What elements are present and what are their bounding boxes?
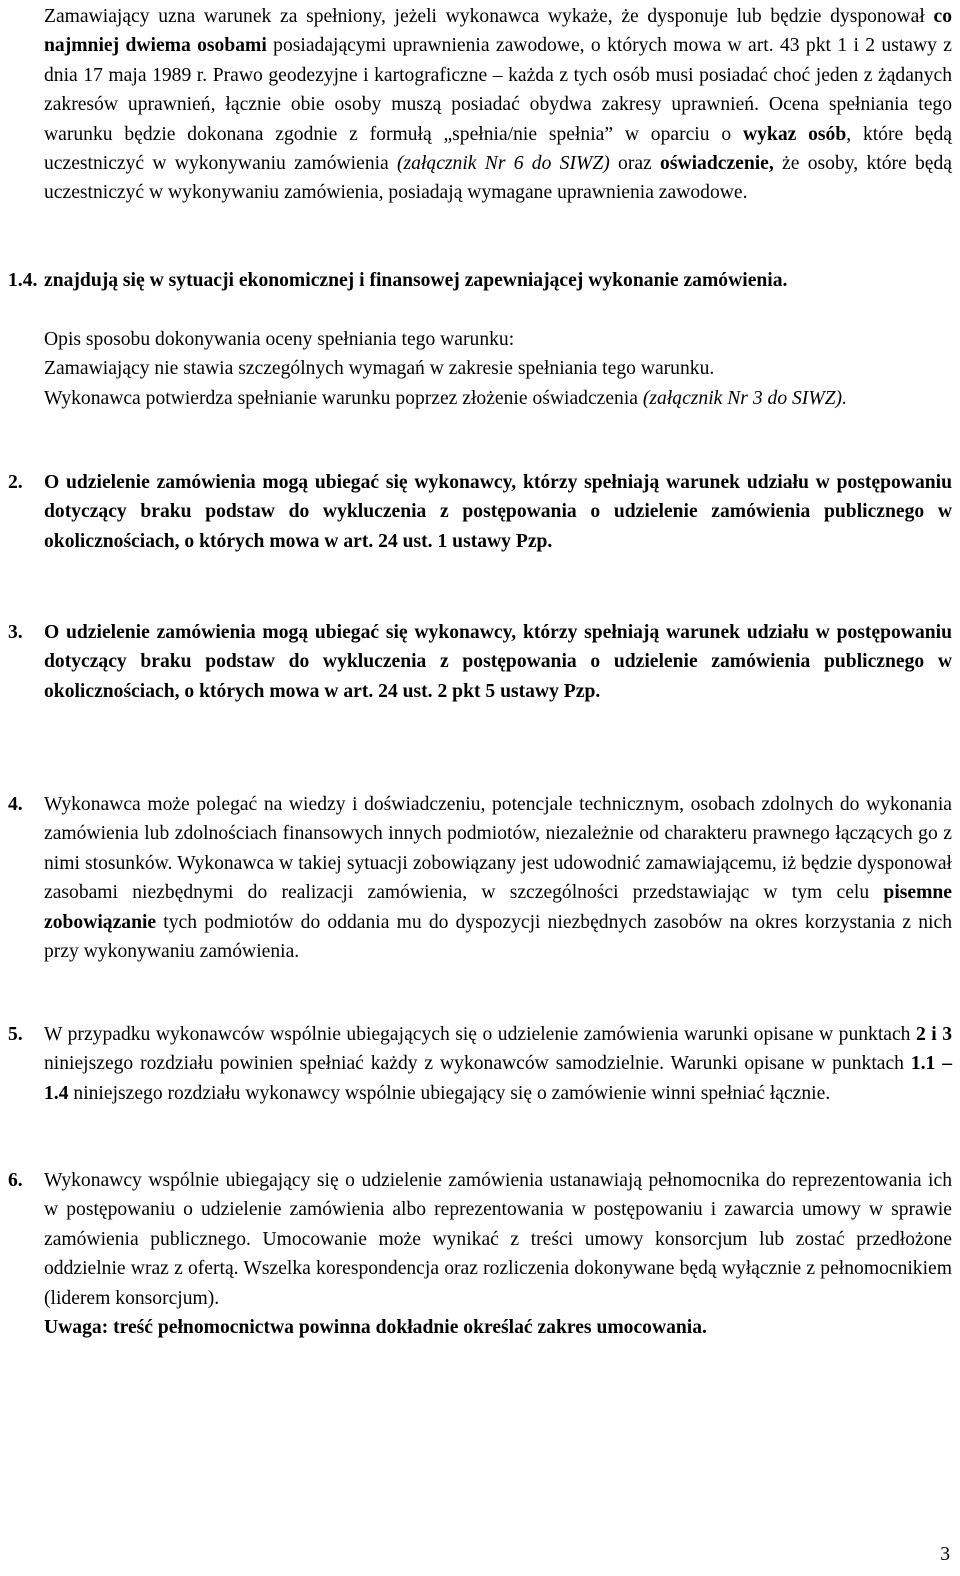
text-run-bold: co najmniej dwiema osobami (44, 6, 952, 57)
list-item-text: O udzielenie zamówienia mogą ubiegać się wykonawcy, którzy spełniają warunek udziału w postępowaniu dotyczący braku podstaw do wykluczenia z postępowania o udzielenie zamówienia publicznego w okolicznościach, o których mowa w art. 24 ust. 1 ustawy Pzp. (44, 472, 952, 552)
text-run: Wykonawca potwierdza spełnianie warunku poprzez złożenie oświadczenia (44, 387, 643, 409)
text-run: niniejszego rozdziału powinien spełniać każdy z wykonawców samodzielnie. Warunki opisane w punktach (44, 1053, 911, 1075)
text-run: Zamawiający uzna warunek za spełniony, jeżeli wykonawca wykaże, że dysponuje lub będzie dysponował (44, 6, 934, 27)
text-run-italic: (załącznik Nr 6 do SIWZ) (397, 153, 610, 175)
page-number: 3 (940, 1544, 950, 1565)
text-run-bold: 1.1 – 1.4 (44, 1053, 952, 1104)
list-item-3 (8, 618, 952, 706)
text-run: W przypadku wykonawców wspólnie ubiegających się o udzielenie zamówienia warunki opisane w punktach (44, 1024, 916, 1045)
text-run: , które będą uczestniczyć w wykonywaniu zamówienia (44, 123, 952, 175)
text-run: że osoby, które będą uczestniczyć w wykonywaniu zamówienia, posiadają wymagane uprawnienia zawodowe. (44, 153, 952, 204)
list-item-text (44, 1020, 952, 1108)
section-heading-text: znajdują się w sytuacji ekonomicznej i finansowej zapewniającej wykonanie zamówienia. (44, 270, 788, 291)
list-item-text (44, 790, 952, 966)
section-1-4-body (44, 325, 952, 413)
text-run-bold: wykaz osób (742, 123, 847, 145)
list-item-number: 4. (8, 794, 23, 815)
list-item-number: 6. (8, 1170, 23, 1191)
paragraph-text (44, 384, 924, 413)
text-run-bold: oświadczenie, (660, 153, 774, 175)
text-run-italic: (załącznik Nr 3 do SIWZ). (642, 387, 847, 409)
text-run: posiadającymi uprawnienia zawodowe, o których mowa w art. 43 pkt 1 i 2 ustawy z dnia 17 maja 1989 r. Prawo geodezyjne i kartograficzne – każda z tych osób musi posiadać choć jeden z żądanych zakresów uprawnień, łącznie obie osoby muszą posiadać obydwa zakresy uprawnień. Ocena spełniania tego warunku będzie dokonana zgodnie z formułą „spełnia/nie spełnia” w oparciu o (44, 35, 952, 145)
list-item-6 (8, 1166, 952, 1342)
list-item-number: 3. (8, 622, 23, 643)
text-run: niniejszego rozdziału wykonawcy wspólnie ubiegający się o zamówienie winni spełniać łącznie. (68, 1082, 831, 1104)
list-item-4 (8, 790, 952, 966)
paragraph-qualifications (44, 2, 952, 208)
text-run: Wykonawca może polegać na wiedzy i doświadczeniu, potencjale technicznym, osobach zdolnych do wykonania zamówienia lub zdolnościach finansowych innych podmiotów, niezależnie od charakteru prawnego łączących go z nimi stosunków. Wykonawca w takiej sytuacji zobowiązany jest udowodnić zamawiającemu, iż będzie dysponował zasobami niezbędnymi do realizacji zamówienia, w szczególności przedstawiając w tym celu (44, 794, 952, 904)
note-text: Uwaga: treść pełnomocnictwa powinna dokładnie określać zakres umocowania. (44, 1317, 707, 1339)
text-run: oraz (609, 153, 661, 175)
list-item-5 (8, 1020, 952, 1108)
text-run-bold: pisemne zobowiązanie (44, 882, 952, 933)
paragraph-text (44, 2, 952, 208)
section-heading-1-4 (8, 266, 952, 295)
paragraph-text: Opis sposobu dokonywania oceny spełniania tego warunku: (44, 329, 515, 350)
list-item-text: O udzielenie zamówienia mogą ubiegać się wykonawcy, którzy spełniają warunek udziału w postępowaniu dotyczący braku podstaw do wykluczenia z postępowania o udzielenie zamówienia publicznego w okolicznościach, o których mowa w art. 24 ust. 2 pkt 5 ustawy Pzp. (44, 622, 952, 702)
text-run-bold: 2 i 3 (915, 1024, 952, 1045)
list-item-number: 5. (8, 1024, 23, 1045)
list-item-number: 2. (8, 472, 23, 493)
section-number: 1.4. (8, 270, 38, 291)
text-run: tych podmiotów do oddania mu do dyspozycji niezbędnych zasobów na okres korzystania z nich przy wykonywaniu zamówienia. (44, 911, 952, 963)
paragraph-text: Zamawiający nie stawia szczególnych wymagań w zakresie spełniania tego warunku. (44, 358, 715, 380)
list-item-2 (8, 468, 952, 556)
list-item-text: Wykonawcy wspólnie ubiegający się o udzielenie zamówienia ustanawiają pełnomocnika do reprezentowania ich w postępowaniu o udzielenie zamówienia albo reprezentowania w postępowaniu i zawarcia umowy w sprawie zamówienia publicznego. Umocowanie może wynikać z treści umowy konsorcjum lub zostać przedłożone oddzielnie wraz z ofertą. Wszelka korespondencja oraz rozliczenia dokonywane będą wyłącznie z pełnomocnikiem (liderem konsorcjum). (44, 1170, 952, 1309)
